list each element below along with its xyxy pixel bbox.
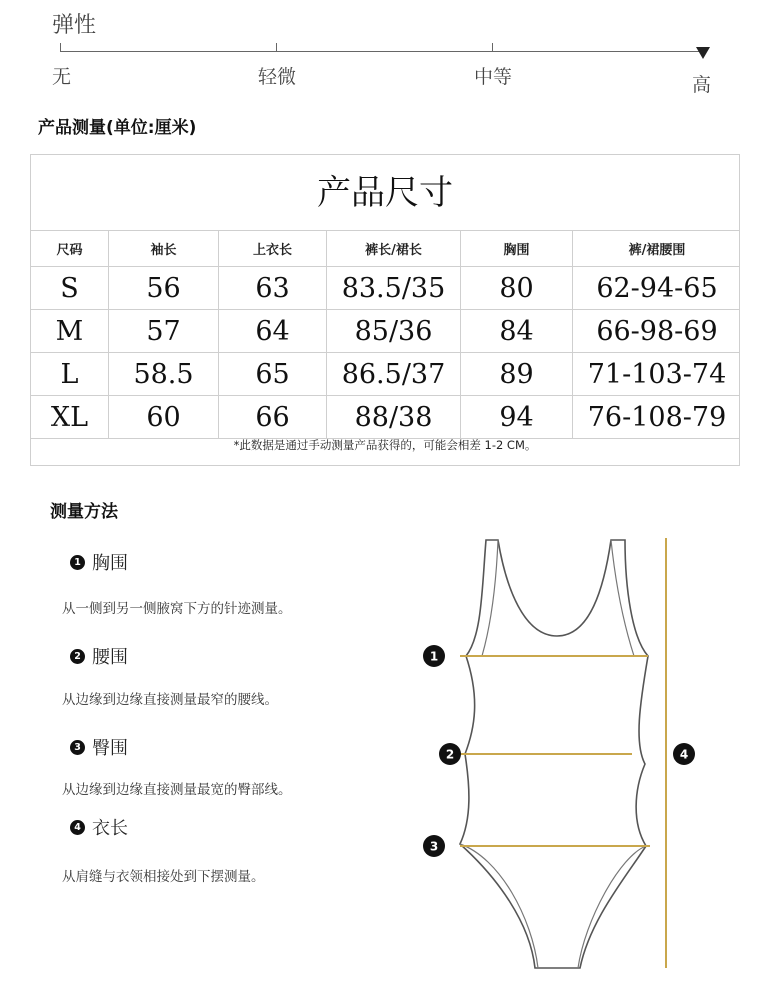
table-cell: 65 <box>219 353 327 395</box>
table-row <box>31 396 739 439</box>
table-cell: M <box>31 310 109 352</box>
table-header-cell: 胸围 <box>461 231 573 266</box>
scale-line <box>60 51 706 52</box>
table-cell: 66 <box>219 396 327 438</box>
scale-label-high: 高 <box>692 74 712 96</box>
table-header-cell: 袖长 <box>109 231 219 266</box>
elasticity-title: 弹性 <box>52 13 97 38</box>
table-cell: 66-98-69 <box>596 315 718 347</box>
table-row <box>31 267 739 310</box>
method-item-desc: 从一侧到另一侧腋窝下方的针迹测量。 <box>62 601 292 617</box>
table-cell: S <box>31 267 109 309</box>
table-cell: 89 <box>461 353 573 395</box>
marker-4-icon <box>673 743 695 765</box>
swimsuit-diagram <box>420 528 710 978</box>
svg-text:2: 2 <box>445 747 455 762</box>
table-cell: 80 <box>461 267 573 309</box>
method-item-desc: 从边缘到边缘直接测量最窄的腰线。 <box>62 692 278 708</box>
swimsuit-outline-icon <box>420 528 710 978</box>
size-table-title: 产品尺寸 <box>31 155 739 231</box>
marker-2-icon <box>439 743 461 765</box>
table-cell: 86.5/37 <box>327 353 461 395</box>
marker-3-icon <box>423 835 445 857</box>
table-cell: 56 <box>109 267 219 309</box>
table-row <box>31 310 739 353</box>
table-cell: 64 <box>219 310 327 352</box>
scale-tick <box>276 43 277 52</box>
method-item-desc: 从肩缝与衣领相接处到下摆测量。 <box>62 869 265 885</box>
elasticity-scale <box>60 42 710 82</box>
table-header-cell: 上衣长 <box>219 231 327 266</box>
svg-text:1: 1 <box>429 649 439 664</box>
method-item-name: 胸围 <box>92 553 128 574</box>
table-cell: 85/36 <box>327 310 461 352</box>
method-item-desc: 从边缘到边缘直接测量最宽的臀部线。 <box>62 782 292 798</box>
scale-tick <box>492 43 493 52</box>
scale-label-slight: 轻微 <box>258 66 297 88</box>
svg-text:4: 4 <box>679 747 689 762</box>
table-cell: 63 <box>219 267 327 309</box>
table-cell: 88/38 <box>327 396 461 438</box>
table-cell: L <box>31 353 109 395</box>
method-item-name: 衣长 <box>92 818 128 839</box>
table-row <box>31 353 739 396</box>
table-cell: 60 <box>109 396 219 438</box>
number-3-icon: 3 <box>70 740 85 755</box>
scale-selected-marker <box>696 47 710 59</box>
scale-tick <box>60 43 61 52</box>
scale-label-none: 无 <box>52 66 72 88</box>
table-cell: 71-103-74 <box>587 358 727 390</box>
table-cell: XL <box>31 396 109 438</box>
table-header-cell: 裤长/裙长 <box>327 231 461 266</box>
measurement-heading: 产品测量(单位:厘米) <box>38 118 197 138</box>
table-cell: 76-108-79 <box>587 401 727 433</box>
method-heading: 测量方法 <box>50 502 118 522</box>
table-cell: 57 <box>109 310 219 352</box>
method-item-name: 臀围 <box>92 738 128 759</box>
table-cell: 83.5/35 <box>327 267 461 309</box>
table-header-cell: 裤/裙腰围 <box>628 243 686 258</box>
number-1-icon: 1 <box>70 555 85 570</box>
table-cell: 58.5 <box>109 353 219 395</box>
marker-1-icon <box>423 645 445 667</box>
number-4-icon: 4 <box>70 820 85 835</box>
table-note: *此数据是通过手动测量产品获得的，可能会相差 1-2 CM。 <box>233 438 537 452</box>
svg-text:3: 3 <box>429 839 439 854</box>
scale-label-medium: 中等 <box>474 66 513 88</box>
number-2-icon: 2 <box>70 649 85 664</box>
method-item-name: 腰围 <box>92 647 128 668</box>
table-header-cell: 尺码 <box>31 231 109 266</box>
table-cell: 94 <box>461 396 573 438</box>
size-table <box>30 154 740 466</box>
table-cell: 62-94-65 <box>596 272 718 304</box>
table-header-row <box>31 231 739 267</box>
table-cell: 84 <box>461 310 573 352</box>
